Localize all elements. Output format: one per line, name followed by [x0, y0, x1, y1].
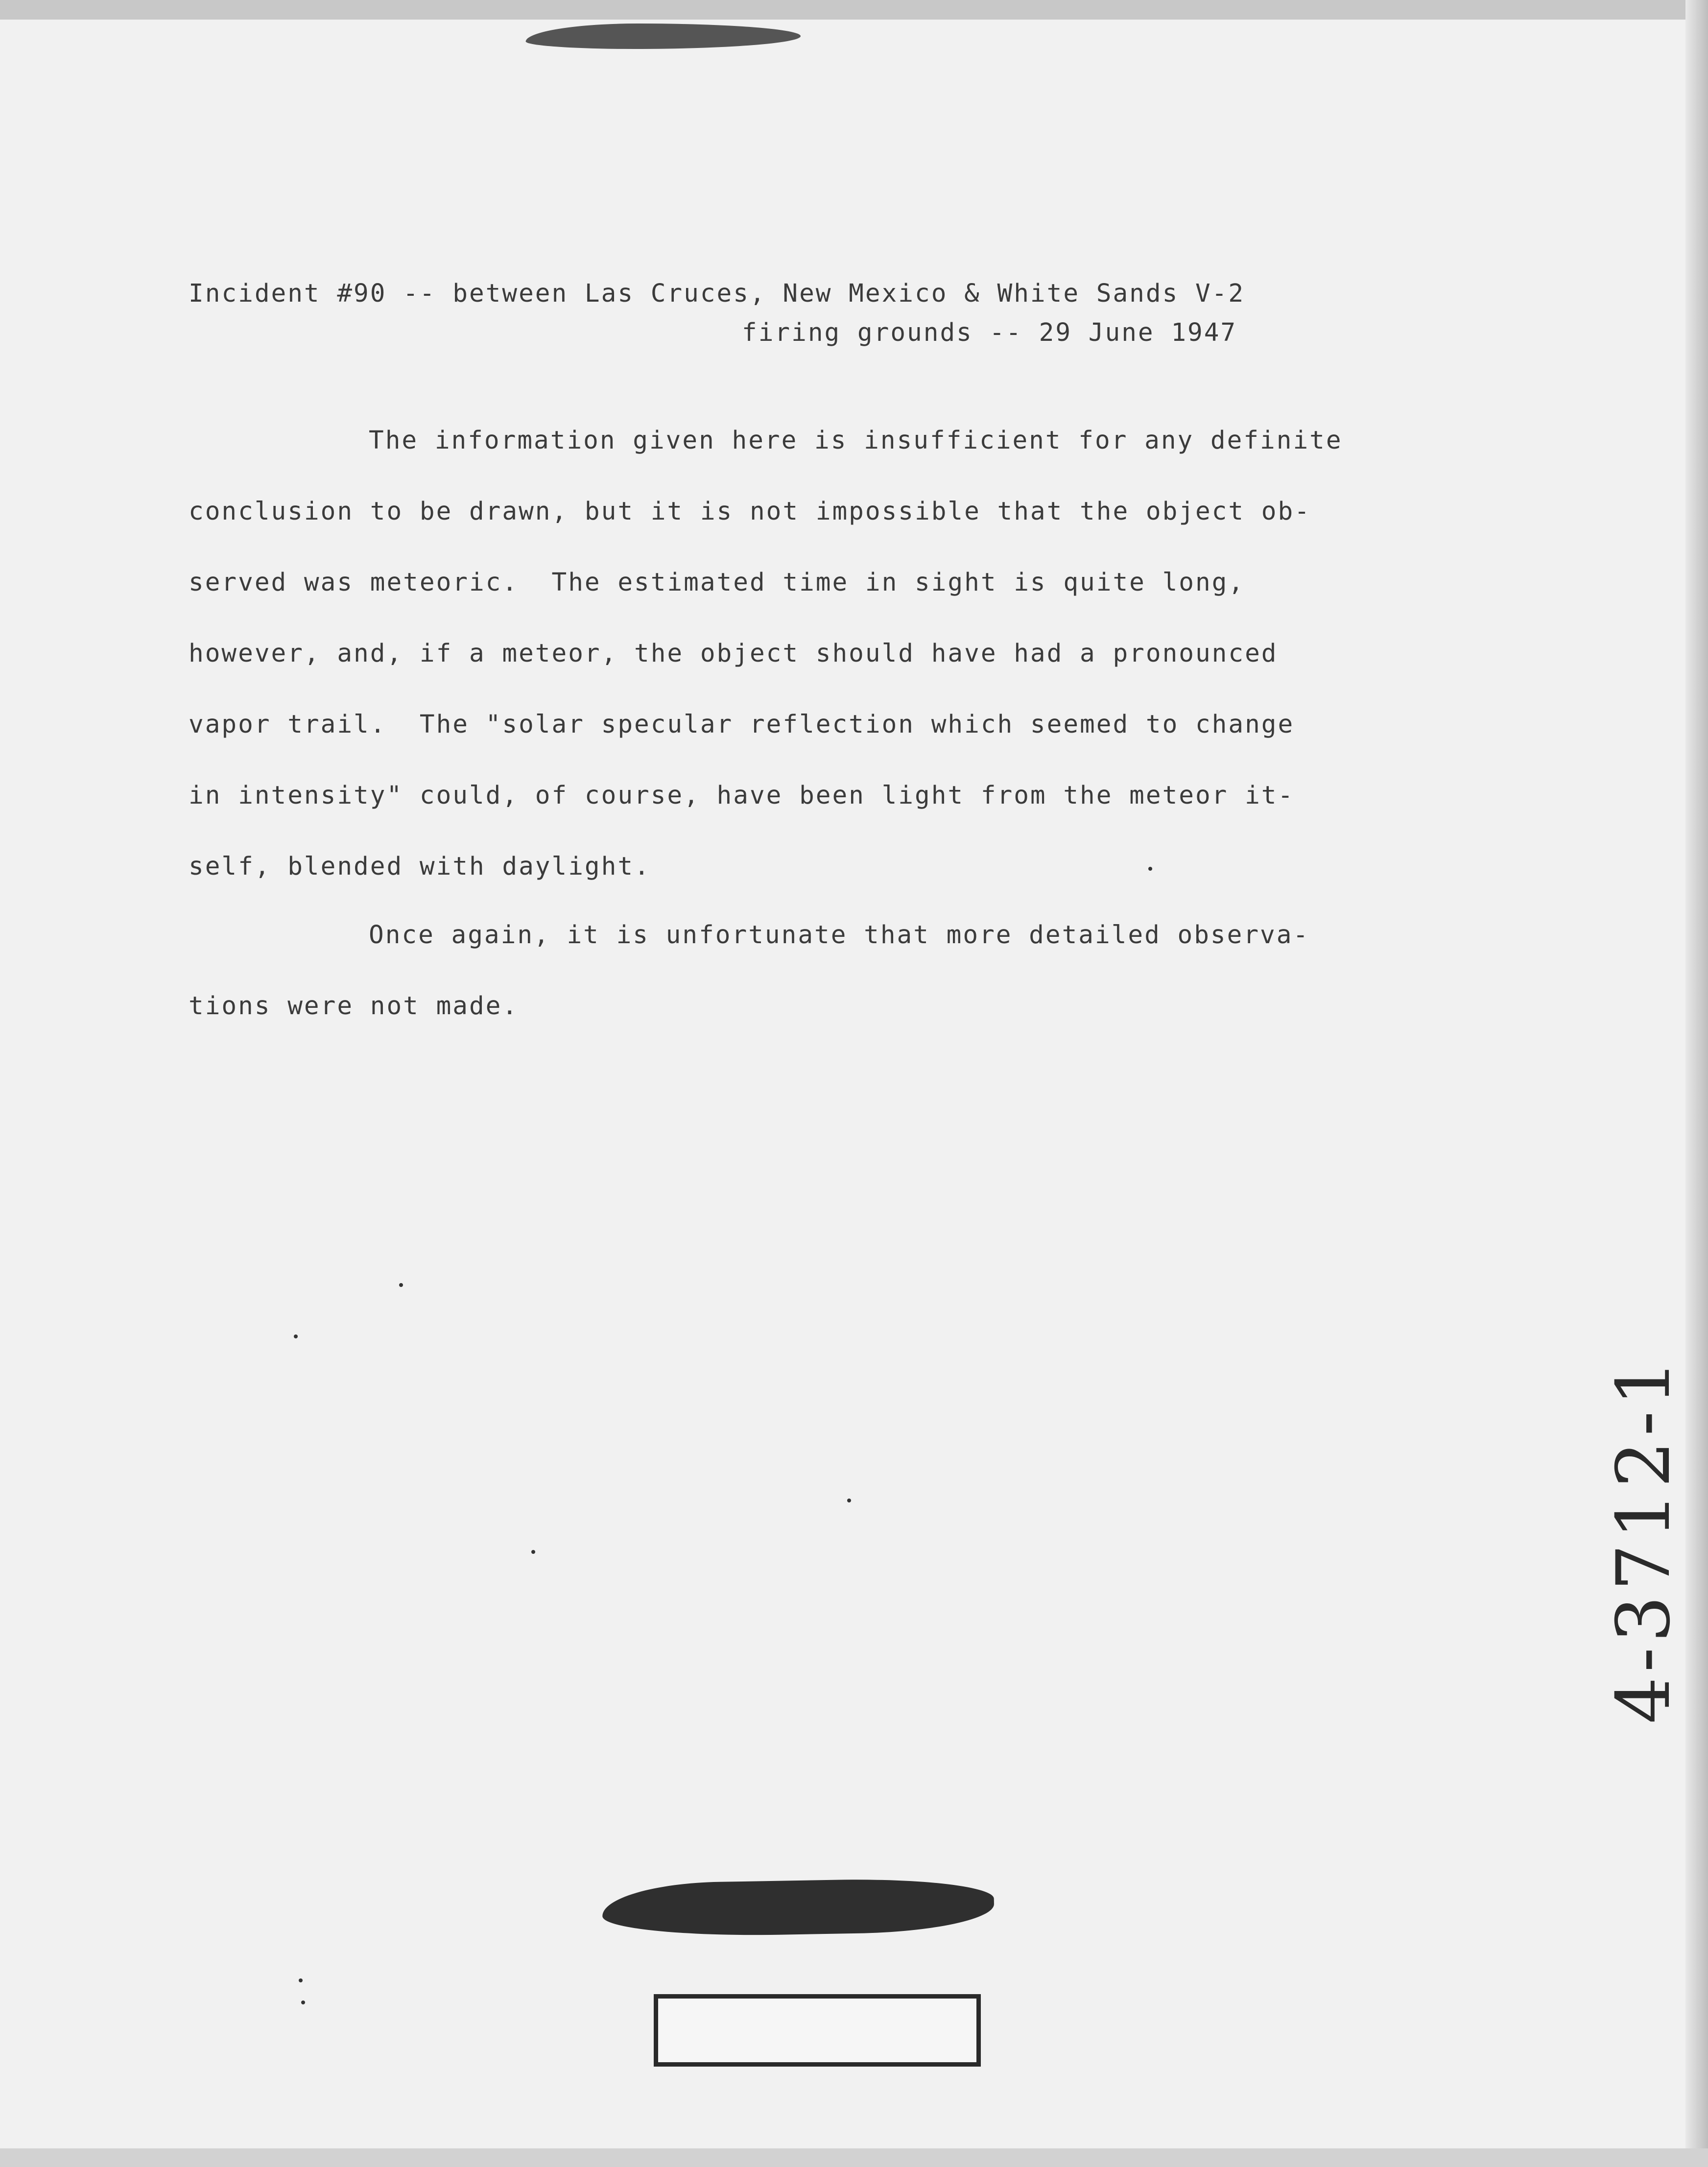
- scan-speck: [531, 1550, 535, 1554]
- paragraph-1-line-5: vapor trail. The "solar specular reflection which seemed to change: [189, 710, 1295, 739]
- scan-speck: [299, 1978, 303, 1982]
- paragraph-2-line-1: Once again, it is unfortunate that more detailed observa-: [369, 921, 1310, 950]
- heading-line-2: firing grounds -- 29 June 1947: [742, 318, 1237, 347]
- scan-edge-bottom: [0, 2148, 1708, 2167]
- scan-speck: [294, 1334, 298, 1338]
- paragraph-1-line-3: served was meteoric. The estimated time in sight is quite long,: [189, 568, 1245, 597]
- redaction-bar: [602, 1877, 995, 1938]
- scan-speck: [399, 1283, 403, 1287]
- heading-line-1: Incident #90 -- between Las Cruces, New Mexico & White Sands V-2: [189, 279, 1245, 308]
- scan-edge-right: [1685, 0, 1708, 2167]
- redaction-box: [654, 1994, 981, 2067]
- paragraph-1-line-4: however, and, if a meteor, the object should have had a pronounced: [189, 639, 1278, 668]
- paragraph-1-line-7: self, blended with daylight.: [189, 852, 651, 881]
- paragraph-1-line-2: conclusion to be drawn, but it is not impossible that the object ob-: [189, 497, 1311, 526]
- paragraph-1-line-6: in intensity" could, of course, have been light from the meteor it-: [189, 781, 1295, 810]
- scan-speck: [301, 2000, 305, 2004]
- paragraph-1-line-1: The information given here is insufficient for any definite: [369, 426, 1343, 455]
- document-body: [189, 0, 1442, 1021]
- handwritten-margin-note: 4-3712-1: [1601, 1355, 1686, 1724]
- paragraph-2-line-2: tions were not made.: [189, 992, 519, 1021]
- scan-speck: [1148, 867, 1152, 871]
- scan-speck: [847, 1499, 851, 1502]
